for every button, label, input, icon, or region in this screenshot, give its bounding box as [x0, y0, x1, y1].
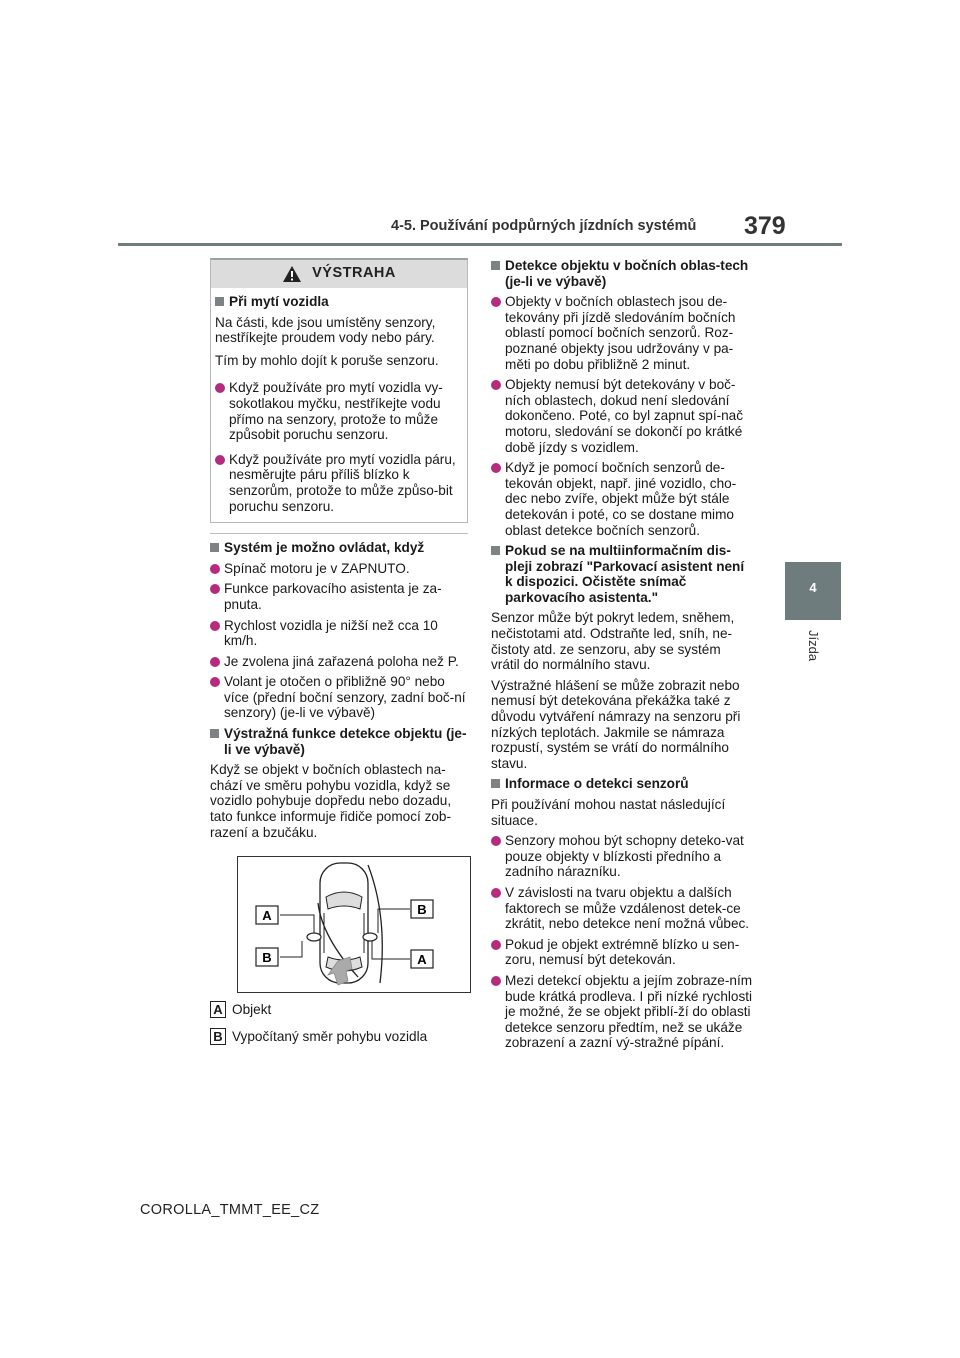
car-diagram-illustration	[238, 857, 470, 992]
header-rule	[118, 243, 842, 246]
diagram-label-a-left: A	[262, 908, 272, 924]
condition-item: Spínač motoru je v ZAPNUTO.	[210, 561, 468, 577]
warning-bullet-2: Když používáte pro mytí vozidla páru, nesměrujte páru příliš blízko k senzorům, protože to může způso-bit poruchu senzoru.	[215, 452, 461, 514]
warning-function-text: Když se objekt v bočních oblastech na-chází ve směru pohybu vozidla, když se vozidlo pohybuje dopředu nebo dozadu, tato funkce informuje řidiče pomocí zob-razení a bzučáku.	[210, 762, 452, 840]
bullet-dot-icon	[491, 976, 501, 986]
sensor-info-intro: Při používání mohou nastat následující situace.	[491, 797, 726, 828]
legend-text-b: Vypočítaný směr pohybu vozidla	[232, 1028, 428, 1044]
condition-item: Volant je otočen o přibližně 90° nebo více (přední boční senzory, zadní boč-ní senzory) (je-li ve výbavě)	[210, 674, 468, 721]
square-bullet-icon	[491, 779, 500, 788]
square-bullet-icon	[215, 297, 224, 306]
warning-title: VÝSTRAHA	[312, 265, 396, 282]
sensor-info-item: Mezi detekcí objektu a jejím zobraze-ním bude krátká prodleva. I při nízké rychlosti je možné, že se objekt přiblí-ží do oblasti detekce senzoru předtím, než se ukáže zobrazení a zazní vý-stražné pípání.	[491, 973, 753, 1051]
sensor-info-item: V závislosti na tvaru objektu a dalších faktorech se může vzdálenost detek-ce zkrátit, nebo detekce není možná vůbec.	[491, 885, 753, 932]
display-message-para-1: Senzor může být pokryt ledem, sněhem, nečistotami atd. Odstraňte led, sníh, ne-čistoty atd. ze senzoru, aby se systém vrátil do normálního stavu.	[491, 610, 735, 673]
bullet-dot-icon	[491, 463, 501, 473]
bullet-dot-icon	[210, 677, 220, 687]
square-bullet-icon	[210, 729, 219, 738]
square-bullet-icon	[491, 546, 500, 555]
bullet-dot-icon	[491, 888, 501, 898]
display-message-para-2: Výstražné hlášení se může zobrazit nebo nemusí být detekována překážka také z důvodu vytváření námrazy na senzoru při nízkých teplotách. Jakmile se námraza rozpustí, systém se vrátí do normálního stavu.	[491, 677, 741, 771]
legend-text-a: Objekt	[232, 1001, 272, 1017]
side-detection-item: Když je pomocí bočních senzorů de-tekován objekt, např. jiné vozidlo, cho-dec nebo zvíře, objekt může být stále detekován i poté, co se dostane mimo oblast detekce bočních senzorů.	[491, 460, 753, 538]
condition-item: Je zvolena jiná zařazená poloha než P.	[210, 654, 468, 670]
legend-key-a: A	[210, 1001, 226, 1018]
bullet-dot-icon	[491, 940, 501, 950]
legend-item-a	[210, 1001, 468, 1018]
left-column	[210, 258, 468, 1055]
bullet-dot-icon	[491, 836, 501, 846]
side-detection-heading: Detekce objektu v bočních oblas-tech (je-li ve výbavě)	[491, 258, 753, 289]
bullet-dot-icon	[215, 383, 225, 393]
warning-para-1: Na části, kde jsou umístěny senzory, nestříkejte proudem vody nebo páry.	[215, 314, 436, 346]
warning-triangle-icon	[282, 265, 302, 283]
legend-item-b	[210, 1028, 468, 1045]
bullet-dot-icon	[210, 584, 220, 594]
bullet-dot-icon	[210, 621, 220, 631]
bullet-dot-icon	[491, 297, 501, 307]
side-detection-item: Objekty v bočních oblastech jsou de-tekovány při jízdě sledováním bočních oblastí pomocí bočních senzorů. Roz-poznané objekty jsou udržovány v pa-měti po dobu přibližně 2 minut.	[491, 294, 753, 372]
warning-header	[211, 260, 467, 288]
warning-box	[210, 258, 468, 523]
side-detection-diagram	[237, 856, 471, 993]
square-bullet-icon	[491, 261, 500, 270]
warning-bullet-1: Když používáte pro mytí vozidla vy-sokotlakou myčku, nestříkejte vodu přímo na senzory, protože to může způsobit poruchu senzoru.	[215, 380, 461, 442]
legend-key-b: B	[210, 1028, 226, 1045]
side-detection-item: Objekty nemusí být detekovány v boč-ních oblastech, dokud není sledování dokončeno. Poté, co byl zapnut spí-nač motoru, sledování se dokončí po krátké době jízdy s vozidlem.	[491, 377, 753, 455]
footer-code: COROLLA_TMMT_EE_CZ	[140, 1202, 320, 1218]
condition-item: Rychlost vozidla je nižší než cca 10 km/h.	[210, 618, 468, 649]
bullet-dot-icon	[210, 564, 220, 574]
display-message-heading: Pokud se na multiinformačním dis-pleji zobrazí "Parkovací asistent není k dispozici. Očistěte snímač parkovacího asistenta."	[491, 543, 753, 605]
sensor-info-item: Pokud je objekt extrémně blízko u sen-zoru, nemusí být detekován.	[491, 937, 753, 968]
sensor-info-heading: Informace o detekci senzorů	[491, 776, 753, 792]
condition-item: Funkce parkovacího asistenta je za-pnuta.	[210, 581, 468, 612]
diagram-label-b-left: B	[262, 950, 272, 966]
warning-heading: Při mytí vozidla	[215, 294, 461, 310]
sensor-info-item: Senzory mohou být schopny deteko-vat pouze objekty v blízkosti předního a zadního nárazníku.	[491, 833, 753, 880]
chapter-number: 4	[809, 580, 817, 595]
section-title: 4-5. Používání podpůrných jízdních systémů	[391, 218, 697, 234]
bullet-dot-icon	[210, 657, 220, 667]
diagram-label-b-right: B	[417, 902, 427, 918]
chapter-tab[interactable]	[785, 562, 841, 620]
bullet-dot-icon	[491, 380, 501, 390]
bullet-dot-icon	[215, 455, 225, 465]
page-number: 379	[744, 212, 786, 240]
warning-para-2: Tím by mohlo dojít k poruše senzoru.	[215, 352, 439, 368]
right-column	[491, 258, 753, 1056]
chapter-label: Jízda	[806, 630, 821, 662]
warning-function-heading: Výstražná funkce detekce objektu (je-li ve výbavě)	[210, 726, 468, 757]
operating-conditions-heading: Systém je možno ovládat, když	[210, 540, 468, 556]
square-bullet-icon	[210, 543, 219, 552]
section-divider	[210, 533, 468, 534]
diagram-label-a-right: A	[417, 952, 427, 968]
warning-body	[211, 288, 467, 522]
